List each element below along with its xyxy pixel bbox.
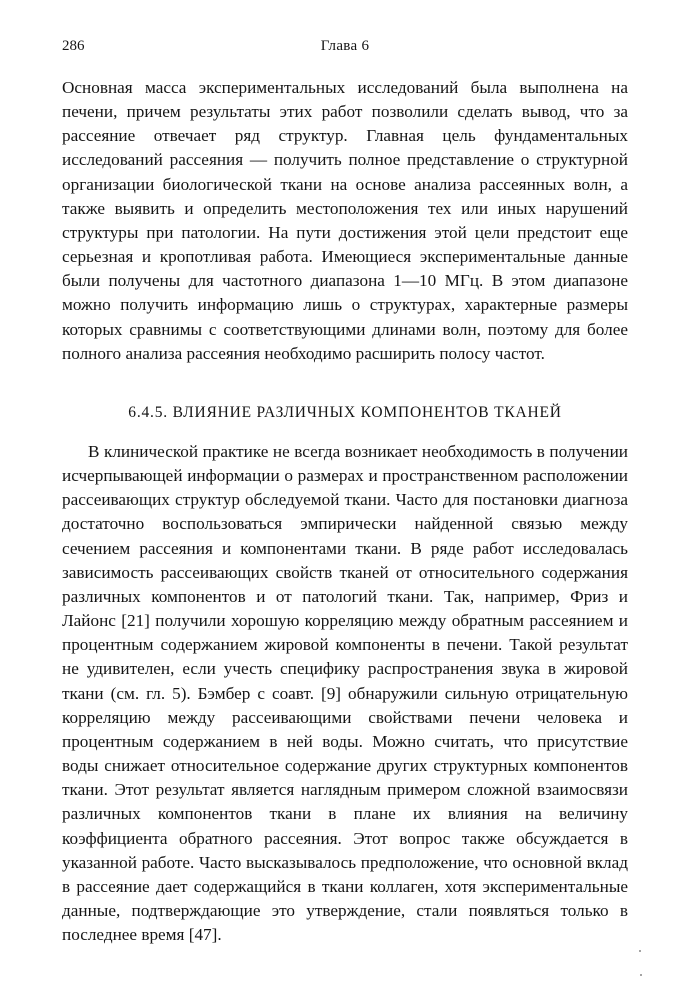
running-title: Глава 6 <box>320 38 370 54</box>
page-header <box>62 38 628 60</box>
scan-speck <box>639 950 641 952</box>
paragraph-components: В клинической практике не всегда возникает необходимость в получении исчерпывающей информации о размерах и пространственном расположении рассеивающих структур обследуемой ткани. Часто для постановки диагноза достаточно воспользоваться эмпирически найденной связью между сечением рассеяния и компонентами ткани. В ряде работ исследовалась зависимость рассеивающих свойств тканей от относительного содержания различных компонентов и от патологий ткани. Так, например, Фриз и Лайонс [21] получили хорошую корреляцию между обратным рассеянием и процентным содержанием жировой компоненты в печени. Такой результат не удивителен, если учесть специфику распространения звука в жировой ткани (см. гл. 5). Бэмбер с соавт. [9] обнаружили сильную отрицательную корреляцию между рассеивающими свойствами печени человека и процентным содержанием в ней воды. Можно считать, что присутствие воды снижает относительное содержание других структурных компонентов ткани. Этот результат является наглядным примером сложной взаимосвязи различных компонентов ткани в плане их влияния на величину коэффициента обратного рассеяния. Этот вопрос также обсуждается в указанной работе. Часто высказывалось предположение, что основной вклад в рассеяние дает содержащийся в ткани коллаген, хотя экспериментальные данные, подтверждающие это утверждение, стали появляться только в последнее время [47]. <box>62 442 628 945</box>
page-number: 286 <box>62 38 85 54</box>
section-heading: 6.4.5. ВЛИЯНИЕ РАЗЛИЧНЫХ КОМПОНЕНТОВ ТКАНЕЙ <box>128 404 562 421</box>
paragraph-intro: Основная масса экспериментальных исследований была выполнена на печени, причем результаты этих работ позволили сделать вывод, что за рассеяние отвечает ряд структур. Главная цель фундаментальных исследований рассеяния — получить полное представление о структурной организации биологической ткани на основе анализа рассеянных волн, а также выявить и определить местоположения тех или иных нарушений структуры при патологии. На пути достижения этой цели предстоит еще серьезная и кропотливая работа. Имеющиеся экспериментальные данные были получены для частотного диапазона 1—10 МГц. В этом диапазоне можно получить информацию лишь о структурах, характерные размеры которых сравнимы с соответствующими длинами волн, поэтому для более полного анализа рассеяния необходимо расширить полосу частот. <box>62 78 628 363</box>
scan-speck <box>640 974 642 976</box>
